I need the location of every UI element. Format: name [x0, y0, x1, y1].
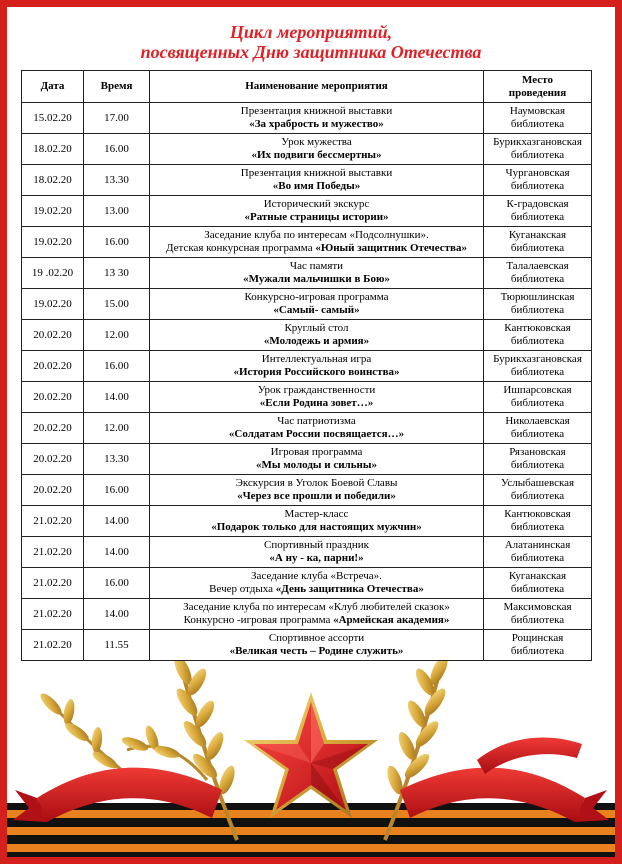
table-row [22, 196, 592, 227]
cell-time: 12.00 [84, 320, 150, 351]
cell-place [484, 258, 592, 289]
table-row [22, 537, 592, 568]
event-text: Час памяти [289, 260, 344, 272]
cell-event [150, 165, 484, 196]
place-line: библиотека [510, 149, 565, 161]
place-line: библиотека [510, 180, 565, 192]
event-text: Урок гражданственности [257, 384, 376, 396]
place-line: Талалаевская [506, 260, 569, 272]
event-text: Заседание клуба по интересам «Клуб любителей сказок» [183, 601, 450, 613]
event-text: Конкурсно-игровая программа [244, 291, 389, 303]
cell-place [484, 475, 592, 506]
cell-place [484, 599, 592, 630]
cell-event [150, 506, 484, 537]
event-line [152, 539, 481, 552]
place-line: библиотека [510, 521, 565, 533]
event-title: «День защитника Отечества» [275, 583, 424, 595]
event-line [152, 490, 481, 503]
cell-date: 19.02.20 [22, 196, 84, 227]
event-text: Вечер отдыха [209, 583, 276, 595]
cell-place [484, 134, 592, 165]
event-line [152, 304, 481, 317]
cell-date: 21.02.20 [22, 506, 84, 537]
cell-time: 13.30 [84, 444, 150, 475]
place-line: Рязановская [509, 446, 566, 458]
event-line [152, 632, 481, 645]
cell-time: 13.00 [84, 196, 150, 227]
event-text: Урок мужества [281, 136, 352, 148]
event-text: Экскурсия в Уголок Боевой Славы [235, 477, 398, 489]
event-text: Заседание клуба «Встреча». [251, 570, 382, 582]
event-line [152, 384, 481, 397]
event-title: «Мужали мальчишки в Бою» [243, 273, 390, 285]
event-line [152, 552, 481, 565]
header-event: Наименование мероприятия [150, 71, 484, 103]
place-line: Алатанинская [504, 539, 571, 551]
cell-time: 16.00 [84, 568, 150, 599]
events-table [21, 70, 592, 661]
place-line: библиотека [510, 490, 565, 502]
event-line [152, 353, 481, 366]
event-title: «Мы молоды и сильны» [256, 459, 377, 471]
cell-time: 14.00 [84, 506, 150, 537]
place-line: Кантюковская [504, 322, 571, 334]
event-title: «За храбрость и мужество» [249, 118, 384, 130]
header-place-line-2: проведения [508, 86, 567, 99]
place-line: Тюрюшлинская [500, 291, 575, 303]
cell-event [150, 134, 484, 165]
cell-time: 13.30 [84, 165, 150, 196]
place-line: К-градовская [506, 198, 569, 210]
cell-place [484, 289, 592, 320]
cell-date: 18.02.20 [22, 165, 84, 196]
title-line-1: Цикл мероприятий, [229, 22, 393, 42]
cell-date: 20.02.20 [22, 351, 84, 382]
table-body [22, 103, 592, 661]
event-line [152, 229, 481, 242]
event-title: «Ратные страницы истории» [244, 211, 389, 223]
event-title: «История Российского воинства» [233, 366, 400, 378]
place-line: библиотека [510, 335, 565, 347]
table-row [22, 475, 592, 506]
table-row [22, 134, 592, 165]
cell-date: 21.02.20 [22, 537, 84, 568]
place-line: Куганакская [508, 229, 567, 241]
cell-place [484, 630, 592, 661]
event-line [152, 180, 481, 193]
cell-place [484, 413, 592, 444]
place-line: библиотека [510, 459, 565, 471]
cell-event [150, 227, 484, 258]
event-line [152, 211, 481, 224]
event-title: «Молодежь и армия» [263, 335, 370, 347]
event-line [152, 397, 481, 410]
event-line [152, 614, 481, 627]
place-line: Услыбашевская [500, 477, 575, 489]
cell-place [484, 444, 592, 475]
event-line [152, 149, 481, 162]
cell-place [484, 537, 592, 568]
cell-date: 18.02.20 [22, 134, 84, 165]
cell-date: 19.02.20 [22, 289, 84, 320]
cell-date: 21.02.20 [22, 568, 84, 599]
event-text: Игровая программа [270, 446, 363, 458]
event-line [152, 645, 481, 658]
event-text: Исторический экскурс [263, 198, 370, 210]
place-line: Бурикхазгановская [493, 136, 582, 148]
cell-time: 16.00 [84, 227, 150, 258]
cell-event [150, 444, 484, 475]
table-row [22, 630, 592, 661]
cell-date: 20.02.20 [22, 320, 84, 351]
event-line [152, 335, 481, 348]
cell-date: 15.02.20 [22, 103, 84, 134]
event-text: Презентация книжной выставки [240, 167, 393, 179]
place-line: библиотека [510, 273, 565, 285]
event-title: «Подарок только для настоящих мужчин» [211, 521, 422, 533]
place-line: библиотека [510, 614, 565, 626]
place-line: Ишпарсовская [503, 384, 572, 396]
cell-event [150, 599, 484, 630]
cell-place [484, 506, 592, 537]
cell-time: 12.00 [84, 413, 150, 444]
event-line [152, 118, 481, 131]
cell-time: 15.00 [84, 289, 150, 320]
cell-date: 20.02.20 [22, 444, 84, 475]
page-title [0, 22, 622, 62]
place-line: библиотека [510, 583, 565, 595]
cell-place [484, 568, 592, 599]
cell-time: 13 30 [84, 258, 150, 289]
event-line [152, 428, 481, 441]
event-title: «Их подвиги бессмертны» [251, 149, 382, 161]
event-title: «А ну - ка, парни!» [269, 552, 364, 564]
event-line [152, 322, 481, 335]
event-title: «Великая честь – Родине служить» [229, 645, 404, 657]
event-title: «Через все прошли и победили» [237, 490, 396, 502]
place-line: Кантюковская [504, 508, 571, 520]
cell-place [484, 196, 592, 227]
table-row [22, 599, 592, 630]
place-line: Рощинская [511, 632, 564, 644]
cell-place [484, 165, 592, 196]
event-line [152, 583, 481, 596]
cell-event [150, 382, 484, 413]
cell-place [484, 382, 592, 413]
event-line [152, 601, 481, 614]
cell-event [150, 568, 484, 599]
event-title: «Солдатам России посвящается…» [228, 428, 405, 440]
event-title: «Юный защитник Отечества» [315, 242, 467, 254]
cell-place [484, 227, 592, 258]
cell-time: 16.00 [84, 475, 150, 506]
event-text: Конкурсно -игровая программа [183, 614, 334, 626]
ribbon-stripes [7, 803, 615, 857]
cell-event [150, 537, 484, 568]
event-text: Спортивное ассорти [268, 632, 365, 644]
cell-time: 11.55 [84, 630, 150, 661]
event-line [152, 459, 481, 472]
place-line: библиотека [510, 366, 565, 378]
event-title: «Самый- самый» [273, 304, 360, 316]
event-title: «Во имя Победы» [272, 180, 361, 192]
table-header-row [22, 71, 592, 103]
table-row [22, 382, 592, 413]
event-text: Час патриотизма [277, 415, 356, 427]
cell-date: 21.02.20 [22, 630, 84, 661]
table-row [22, 289, 592, 320]
event-text: Интеллектуальная игра [261, 353, 372, 365]
event-line [152, 415, 481, 428]
cell-time: 14.00 [84, 382, 150, 413]
cell-event [150, 258, 484, 289]
cell-date: 19.02.20 [22, 227, 84, 258]
cell-event [150, 413, 484, 444]
place-line: Максимовская [503, 601, 572, 613]
place-line: Бурикхазгановская [493, 353, 582, 365]
event-title: «Армейская академия» [333, 614, 450, 626]
event-text: Круглый стол [284, 322, 349, 334]
table-row [22, 227, 592, 258]
place-line: Николаевская [505, 415, 570, 427]
event-line [152, 242, 481, 255]
red-star [244, 692, 378, 818]
place-line: библиотека [510, 428, 565, 440]
cell-event [150, 351, 484, 382]
cell-time: 16.00 [84, 134, 150, 165]
cell-date: 20.02.20 [22, 475, 84, 506]
event-line [152, 273, 481, 286]
event-line [152, 136, 481, 149]
cell-place [484, 320, 592, 351]
place-line: Чургановская [505, 167, 570, 179]
table-row [22, 506, 592, 537]
place-line: библиотека [510, 211, 565, 223]
event-title: «Если Родина зовет…» [259, 397, 374, 409]
event-text: Презентация книжной выставки [240, 105, 393, 117]
header-time: Время [84, 71, 150, 103]
title-line-2: посвященных Дню защитника Отечества [140, 42, 482, 62]
table-row [22, 444, 592, 475]
place-line: библиотека [510, 242, 565, 254]
event-line [152, 366, 481, 379]
cell-event [150, 320, 484, 351]
event-line [152, 521, 481, 534]
event-line [152, 198, 481, 211]
cell-event [150, 196, 484, 227]
event-text: Мастер-класс [284, 508, 349, 520]
table-row [22, 258, 592, 289]
cell-event [150, 630, 484, 661]
cell-event [150, 103, 484, 134]
cell-place [484, 103, 592, 134]
event-text: Заседание клуба по интересам «Подсолнушки». [204, 229, 429, 241]
event-line [152, 446, 481, 459]
event-text: Спортивный праздник [263, 539, 369, 551]
cell-time: 14.00 [84, 537, 150, 568]
table-row [22, 351, 592, 382]
place-line: библиотека [510, 552, 565, 564]
event-line [152, 291, 481, 304]
place-line: Наумовская [509, 105, 566, 117]
cell-time: 16.00 [84, 351, 150, 382]
header-place-line-1: Место [522, 73, 553, 86]
event-line [152, 105, 481, 118]
cell-time: 14.00 [84, 599, 150, 630]
cell-time: 17.00 [84, 103, 150, 134]
cell-event [150, 289, 484, 320]
event-line [152, 570, 481, 583]
place-line: Куганакская [508, 570, 567, 582]
cell-place [484, 351, 592, 382]
event-line [152, 477, 481, 490]
event-text: Детская конкурсная программа [166, 242, 316, 254]
place-line: библиотека [510, 645, 565, 657]
place-line: библиотека [510, 397, 565, 409]
cell-date: 19 .02.20 [22, 258, 84, 289]
cell-date: 21.02.20 [22, 599, 84, 630]
event-line [152, 508, 481, 521]
table-row [22, 568, 592, 599]
place-line: библиотека [510, 118, 565, 130]
place-line: библиотека [510, 304, 565, 316]
table-row [22, 165, 592, 196]
table-row [22, 103, 592, 134]
table-row [22, 413, 592, 444]
event-line [152, 167, 481, 180]
header-place [484, 71, 592, 103]
cell-date: 20.02.20 [22, 382, 84, 413]
cell-date: 20.02.20 [22, 413, 84, 444]
table-row [22, 320, 592, 351]
event-line [152, 260, 481, 273]
cell-event [150, 475, 484, 506]
red-star-laurel-icon [7, 640, 615, 857]
header-date: Дата [22, 71, 84, 103]
